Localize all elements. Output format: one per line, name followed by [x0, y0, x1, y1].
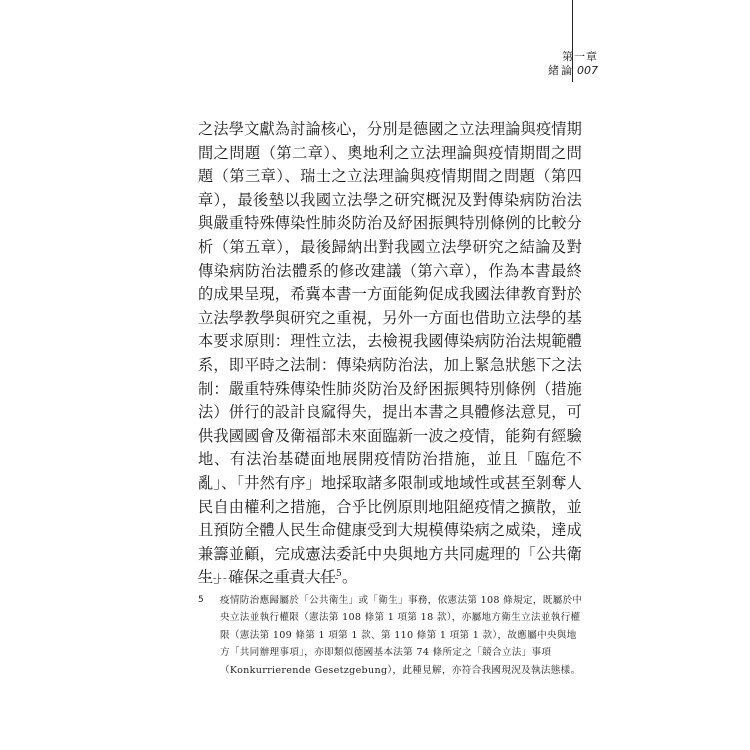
paragraph-end-punctuation: 。 [341, 568, 358, 587]
body-paragraph [198, 118, 582, 590]
footnote-text: 疫情防治應歸屬於「公共衛生」或「衛生」事務，依憲法第 108 條規定，既屬於中央立法並執行權限（憲法第 108 條第 1 項第 18 款），亦屬地方衛生立法並執行權限（憲法第 109 條第 1 項第 1 款、第 110 條第 1 項第 1 款），故應屬中央與地方「共同辦理事項」，亦即類似德國基本法第 74 條所定之「競合立法」事項（Konkurrierende Gesetzgebung），此種見解，亦符合我國現況及執法態樣。 [220, 595, 583, 676]
running-head [548, 50, 598, 78]
footnote-reference[interactable]: 5 [336, 569, 342, 580]
footnote-separator [198, 578, 338, 579]
chapter-label: 第一章 [562, 50, 598, 63]
body-paragraph-text: 之法學文獻為討論核心，分別是德國之立法理論與疫情期間之問題（第二章）、奧地利之立法理論與疫情期間之問題（第三章）、瑞士之立法理論與疫情期間之問題（第四章），最後墊以我國立法學之研究概況及對傳染病防治法與嚴重特殊傳染性肺炎防治及紓困振興特別條例的比較分析（第五章），最後歸納出對我國立法學研究之結論及對傳染病防治法體系的修改建議（第六章），作為本書最終的成果呈現，希冀本書一方面能夠促成我國法律教育對於立法學教學與研究之重視，另外一方面也借助立法學的基本要求原則：理性立法，去檢視我國傳染病防治法規範體系，即平時之法制：傳染病防治法，加上緊急狀態下之法制：嚴重特殊傳染性肺炎防治及紓困振興特別條例（措施法）併行的設計良窳得失，提出本書之具體修法意見，可供我國國會及衛福部未來面臨新一波之疫情，能夠有經驗地、有法治基礎面地展開疫情防治措施，並且「臨危不亂」、「井然有序」地採取諸多限制或地域性或甚至剝奪人民自由權利之措施，合乎比例原則地阻絕疫情之擴散，並且預防全體人民生命健康受到大規模傳染病之威染，達成兼籌並顧，完成憲法委託中央與地方共同處理的「公共衛生」確保之重責大任 [198, 120, 582, 587]
section-row [548, 64, 598, 78]
footnote-number: 5 [198, 595, 204, 605]
page-number: 007 [577, 64, 598, 77]
footnote [198, 592, 584, 679]
section-label: 緒論 [548, 64, 574, 77]
